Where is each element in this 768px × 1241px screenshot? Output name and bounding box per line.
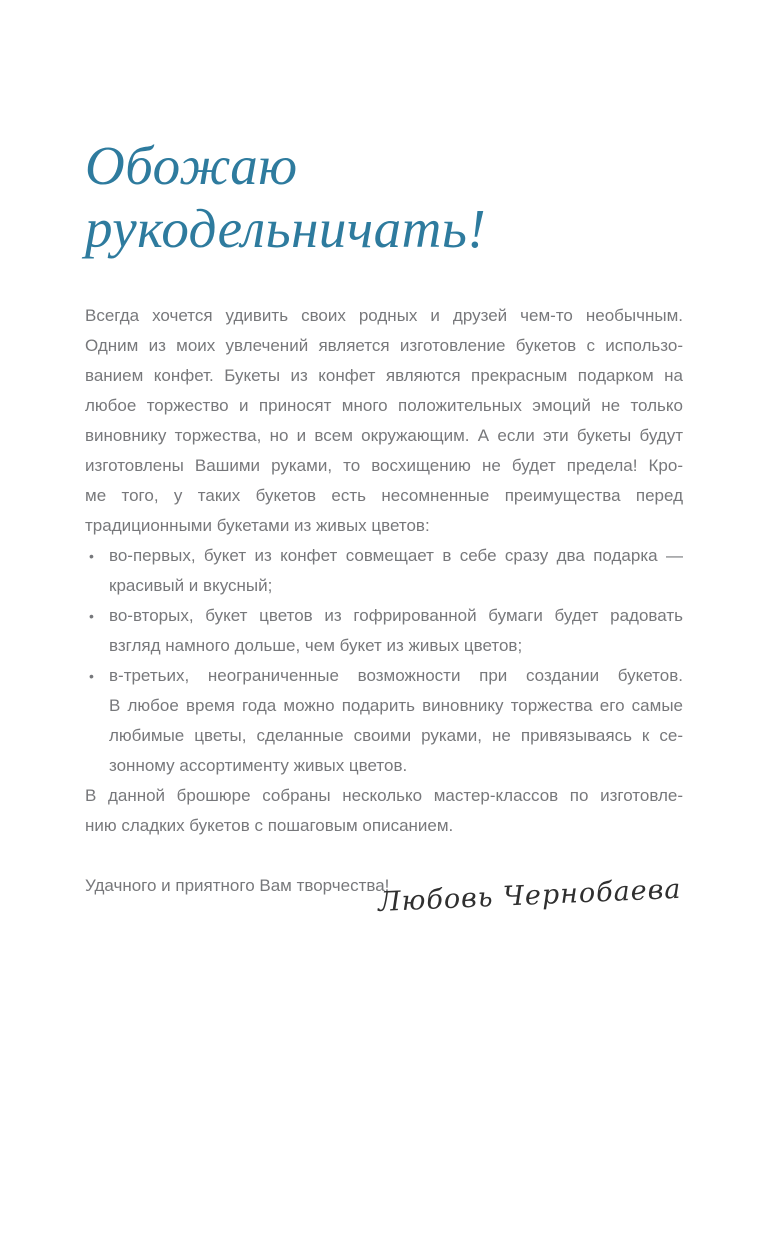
text-line: во-первых, букет из конфет совмещает в себе сразу два подарка — — [109, 546, 683, 565]
text-line: традиционными букетами из живых цветов: — [85, 516, 430, 535]
text-line: Обожаю — [85, 135, 298, 196]
text-line: любое торжество и приносят много положительных эмоций не только — [85, 396, 683, 415]
text-line: В любое время года можно подарить виновнику торжества его самые — [109, 696, 683, 715]
text-line: Одним из моих увлечений является изготовление букетов с использо- — [85, 336, 683, 355]
bullet-text-first — [109, 541, 683, 601]
intro-text — [85, 301, 683, 901]
bullet-item-second — [85, 601, 683, 661]
bullet-marker: • — [89, 608, 94, 624]
paragraph-brochure — [85, 781, 683, 841]
bullet-text-second — [109, 601, 683, 661]
text-line: рукодельничать! — [85, 198, 487, 259]
chapter-title — [85, 134, 486, 260]
author-signature: Любовь Чернобаева — [377, 873, 683, 919]
text-line: ме того, у таких букетов есть несомненные преимущества перед — [85, 486, 683, 505]
text-line: в-третьих, неограниченные возможности при создании букетов. — [109, 666, 683, 685]
text-line: В данной брошюре собраны несколько мастер-классов по изготовле- — [85, 786, 683, 805]
text-line: красивый и вкусный; — [109, 576, 273, 595]
bullet-item-third — [85, 661, 683, 781]
bullet-item-first — [85, 541, 683, 601]
text-line: изготовлены Вашими руками, то восхищению не будет предела! Кро- — [85, 456, 683, 475]
bullet-marker: • — [89, 548, 94, 564]
paragraph-intro — [85, 301, 683, 541]
text-line: зонному ассортименту живых цветов. — [109, 756, 408, 775]
text-line: во-вторых, букет цветов из гофрированной бумаги будет радовать — [109, 606, 683, 625]
bullet-text-third — [109, 661, 683, 781]
text-line: ванием конфет. Букеты из конфет являются прекрасным подарком на — [85, 366, 683, 385]
text-line: любимые цветы, сделанные своими руками, не привязываясь к се- — [109, 726, 683, 745]
text-line: Всегда хочется удивить своих родных и друзей чем-то необычным. — [85, 306, 683, 325]
text-line: виновнику торжества, но и всем окружающим. А если эти букеты будут — [85, 426, 683, 445]
bullet-marker: • — [89, 668, 94, 684]
text-line: взгляд намного дольше, чем букет из живых цветов; — [109, 636, 523, 655]
text-line: нию сладких букетов с пошаговым описанием. — [85, 816, 454, 835]
closing-wish: Удачного и приятного Вам творчества! — [85, 876, 390, 895]
